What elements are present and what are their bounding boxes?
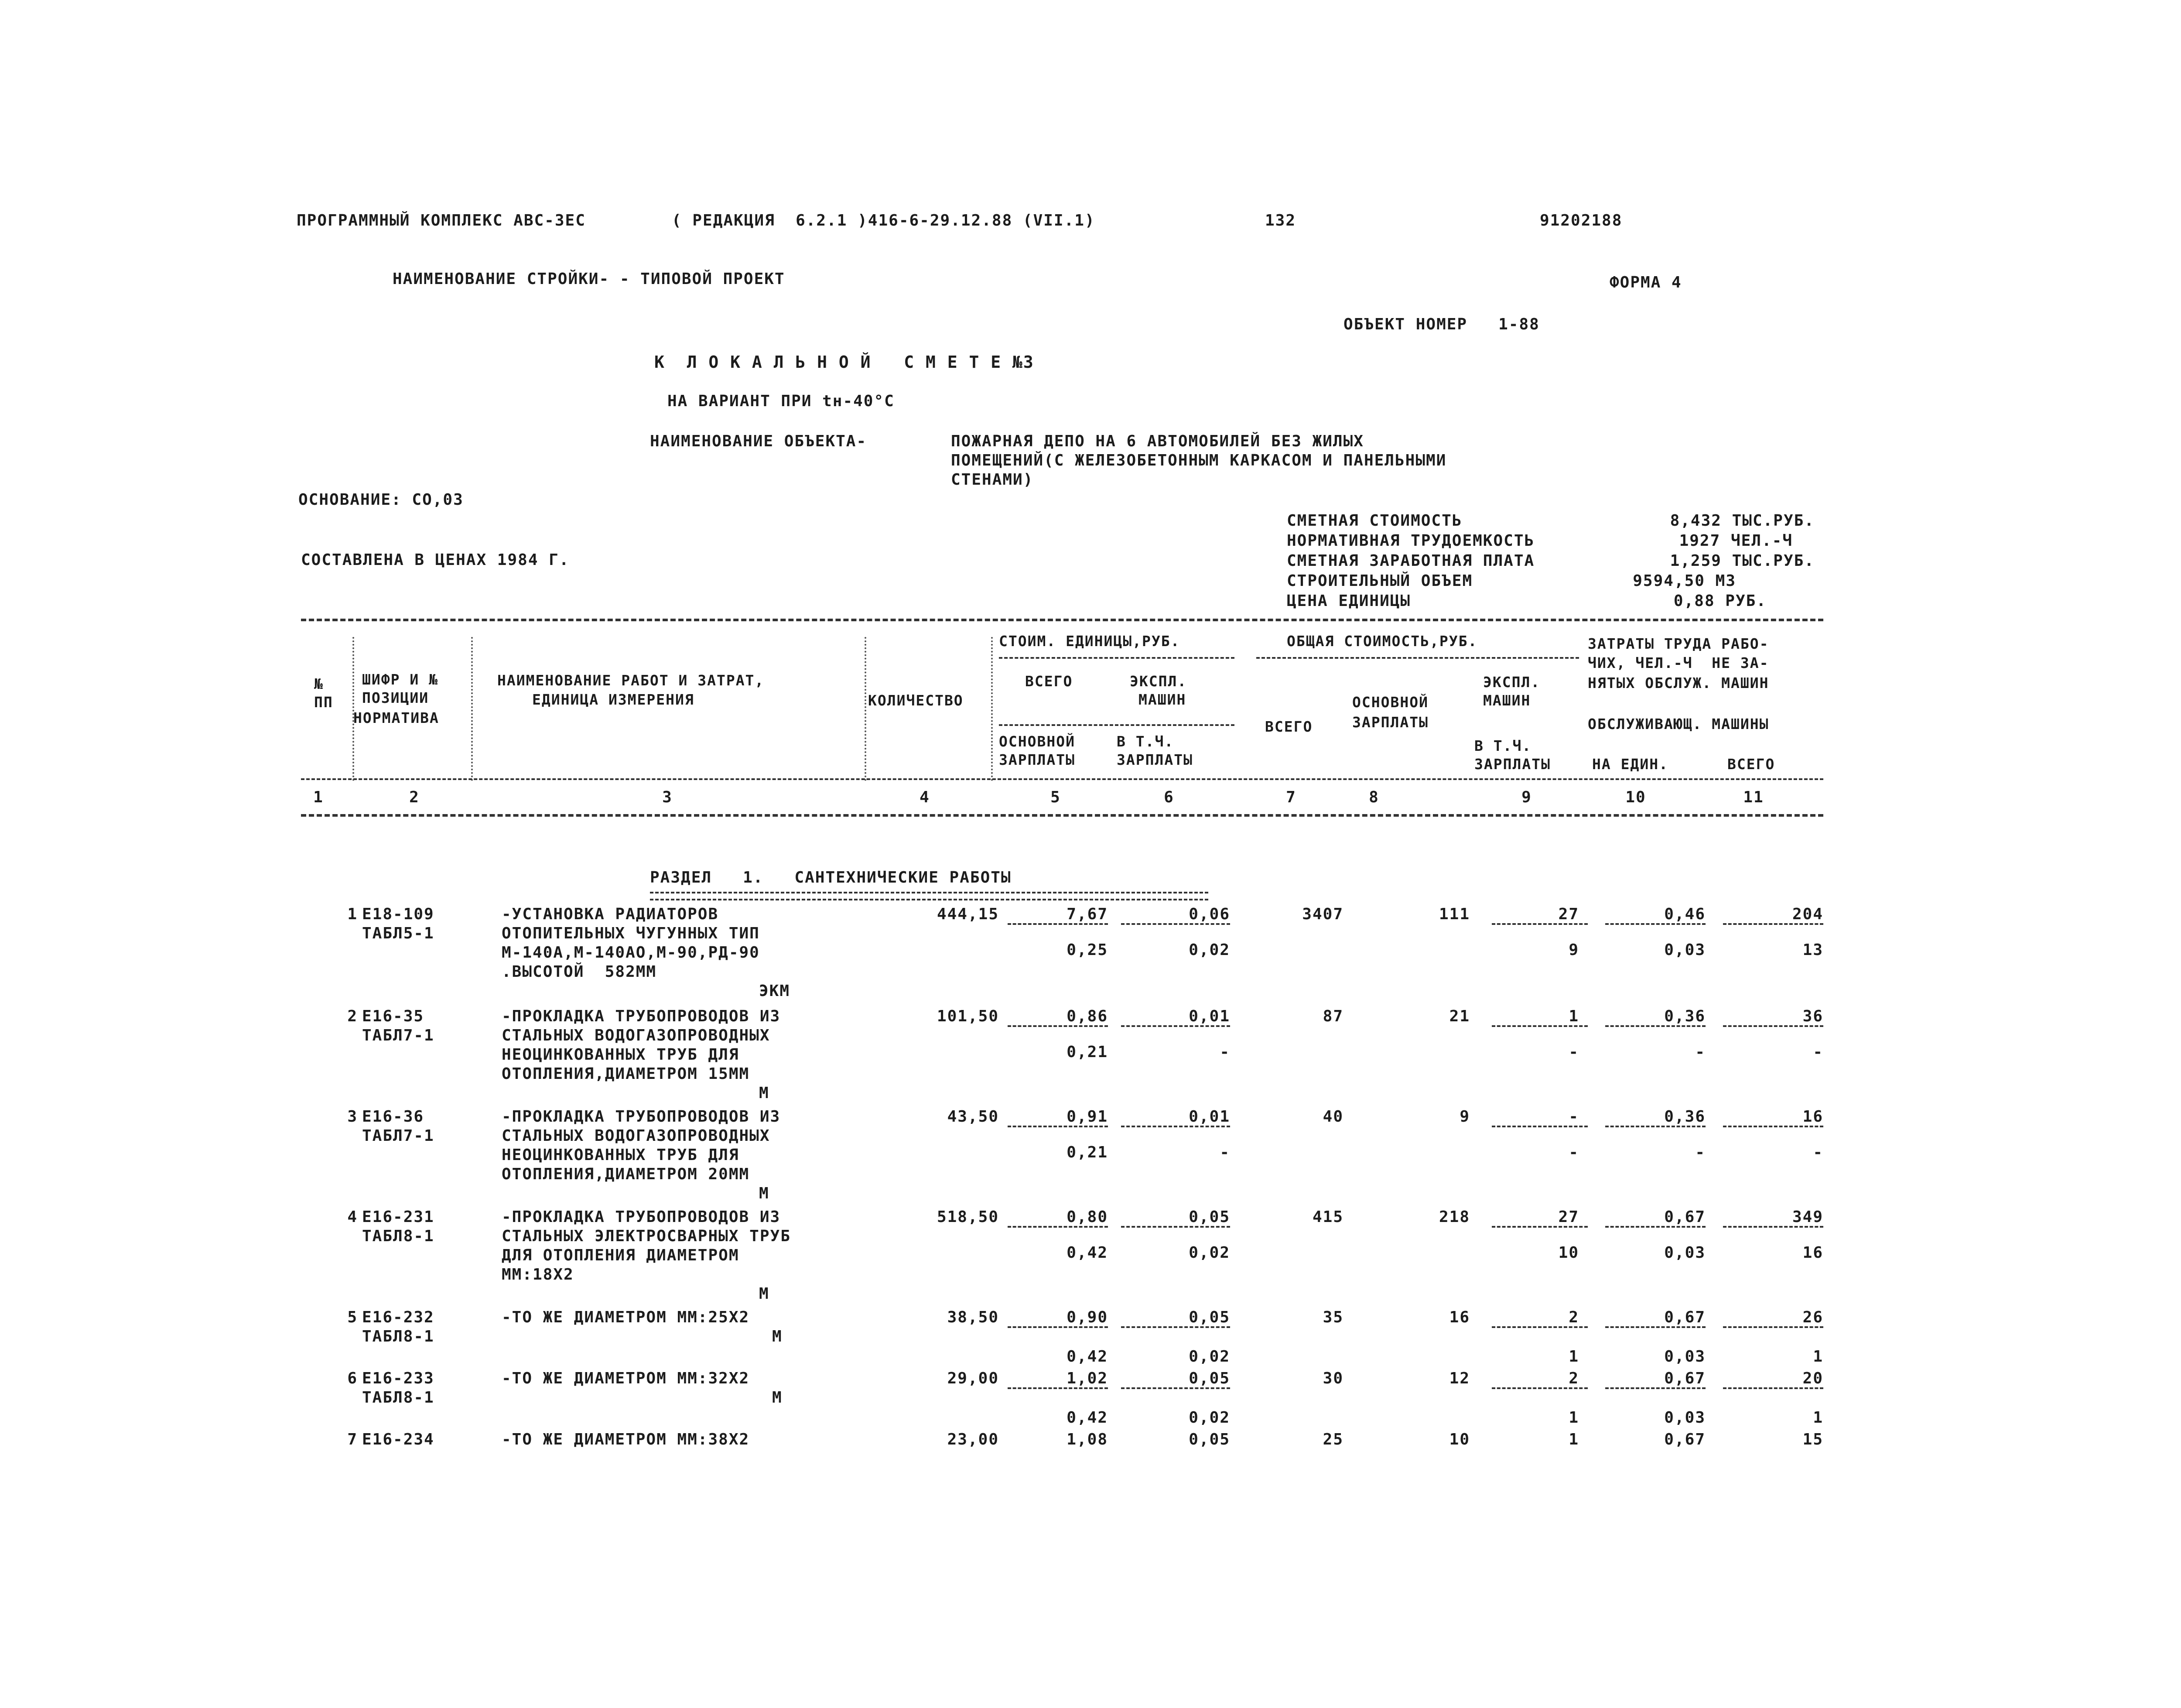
row-work-name: ОТОПИТЕЛЬНЫХ ЧУГУННЫХ ТИП (502, 924, 760, 942)
row-quantity: 444,15 (937, 905, 999, 923)
row-separator (1723, 1326, 1823, 1328)
row-number: 3 (347, 1108, 358, 1126)
row-value-c5: 1,02 (1067, 1369, 1108, 1387)
row-separator (1492, 1226, 1588, 1228)
row-value-c11: 15 (1802, 1431, 1823, 1448)
row-work-name: -ПРОКЛАДКА ТРУБОПРОВОДОВ ИЗ (502, 1208, 781, 1226)
labor-label: ЧИХ, ЧЕЛ.-Ч НЕ ЗА- (1588, 654, 1769, 671)
row-work-name: М-140А,М-140АО,М-90,РД-90 (502, 944, 760, 962)
row-separator (1492, 1387, 1588, 1389)
row-separator (1723, 1226, 1823, 1228)
summary-label: СТРОИТЕЛЬНЫЙ ОБЪЕМ (1287, 572, 1473, 590)
row-value-c10: 0,36 (1664, 1007, 1706, 1025)
unit-cost-label: СТОИМ. ЕДИНИЦЫ,РУБ. (999, 633, 1180, 650)
row-value-c11b: - (1813, 1043, 1823, 1061)
row-work-name: СТАЛЬНЫХ ВОДОГАЗОПРОВОДНЫХ (502, 1027, 770, 1044)
column-number: 5 (1050, 788, 1061, 806)
col-number-label: № (314, 675, 324, 692)
section-underline (650, 892, 1208, 900)
price-basis: СОСТАВЛЕНА В ЦЕНАХ 1984 Г. (301, 551, 570, 569)
row-value-c6: 0,05 (1189, 1369, 1230, 1387)
row-number: 7 (347, 1431, 358, 1448)
program-name: ПРОГРАММНЫЙ КОМПЛЕКС АВС-ЗЕС (297, 212, 586, 229)
row-separator (1121, 1025, 1230, 1027)
col-code-label: ПОЗИЦИИ (362, 689, 429, 706)
column-number: 4 (920, 788, 930, 806)
row-value-c6b: - (1220, 1143, 1230, 1161)
row-value-c5: 0,80 (1067, 1208, 1108, 1226)
row-code: ТАБЛ5-1 (362, 924, 434, 942)
row-separator (1492, 1025, 1588, 1027)
row-work-name: СТАЛЬНЫХ ВОДОГАЗОПРОВОДНЫХ (502, 1127, 770, 1145)
object-text-3: СТЕНАМИ) (951, 471, 1034, 489)
unit-total-label: ВСЕГО (1025, 673, 1073, 690)
row-value-c11: 26 (1802, 1308, 1823, 1326)
labor-label: ЗАТРАТЫ ТРУДА РАБО- (1588, 635, 1769, 652)
row-value-c11b: 1 (1813, 1348, 1823, 1366)
row-work-name: -ПРОКЛАДКА ТРУБОПРОВОДОВ ИЗ (502, 1108, 781, 1126)
row-value-c8: 16 (1449, 1308, 1470, 1326)
row-work-name: М (772, 1328, 783, 1345)
row-value-c10b: 0,03 (1664, 1244, 1706, 1262)
object-number: ОБЪЕКТ НОМЕР 1-88 (1343, 315, 1540, 333)
object-label: НАИМЕНОВАНИЕ ОБЪЕКТА- (650, 432, 867, 450)
row-value-c5b: 0,21 (1067, 1043, 1108, 1061)
row-value-c9: 2 (1569, 1308, 1579, 1326)
section-title: РАЗДЕЛ 1. САНТЕХНИЧЕСКИЕ РАБОТЫ (650, 869, 1012, 887)
row-value-c9b: - (1569, 1043, 1579, 1061)
row-work-name: .ВЫСОТОЙ 582ММ (502, 963, 657, 981)
row-value-c5: 7,67 (1067, 905, 1108, 923)
row-separator (1605, 923, 1706, 925)
row-separator (1492, 1126, 1588, 1127)
row-value-c9b: - (1569, 1143, 1579, 1161)
row-separator (1605, 1226, 1706, 1228)
row-separator (1121, 1326, 1230, 1328)
variant-title: НА ВАРИАНТ ПРИ tн-40°С (667, 392, 895, 410)
row-quantity: 101,50 (937, 1007, 999, 1025)
row-value-c7: 40 (1323, 1108, 1343, 1126)
labor-sub-label: ОБСЛУЖИВАЮЩ. МАШИНЫ (1588, 715, 1769, 732)
unit-machines-label: МАШИН (1138, 691, 1186, 708)
row-work-name: -ТО ЖЕ ДИАМЕТРОМ ММ:32Х2 (502, 1369, 750, 1387)
row-value-c11b: 1 (1813, 1409, 1823, 1427)
row-value-c10: 0,67 (1664, 1369, 1706, 1387)
col-code-label: НОРМАТИВА (353, 709, 439, 726)
row-value-c5: 0,90 (1067, 1308, 1108, 1326)
row-number: 6 (347, 1369, 358, 1387)
row-separator (1605, 1025, 1706, 1027)
summary-value: 8,432 ТЫС.РУБ. (1670, 512, 1815, 530)
row-value-c5: 0,91 (1067, 1108, 1108, 1126)
row-work-name: НЕОЦИНКОВАННЫХ ТРУБ ДЛЯ (502, 1046, 739, 1064)
col-code-label: ШИФР И № (362, 671, 438, 688)
column-divider (865, 637, 866, 781)
row-value-c8: 21 (1449, 1007, 1470, 1025)
row-value-c11: 20 (1802, 1369, 1823, 1387)
row-quantity: 29,00 (947, 1369, 999, 1387)
row-value-c7: 415 (1312, 1208, 1343, 1226)
header-top-rule (301, 619, 1823, 621)
row-separator (1723, 1025, 1823, 1027)
row-value-c6b: - (1220, 1043, 1230, 1061)
row-value-c9: - (1569, 1108, 1579, 1126)
page-number: 132 (1265, 212, 1296, 229)
header-dash (999, 724, 1234, 726)
row-work-name: -ТО ЖЕ ДИАМЕТРОМ ММ:25Х2 (502, 1308, 750, 1326)
summary-label: СМЕТНАЯ СТОИМОСТЬ (1287, 512, 1463, 530)
total-cost-label: ОБЩАЯ СТОИМОСТЬ,РУБ. (1287, 633, 1478, 650)
summary-value: 0,88 РУБ. (1673, 592, 1767, 610)
row-work-name: ОТОПЛЕНИЯ,ДИАМЕТРОМ 20ММ (502, 1165, 750, 1183)
row-value-c7: 30 (1323, 1369, 1343, 1387)
row-code: ТАБЛ8-1 (362, 1389, 434, 1407)
col-quantity-label: КОЛИЧЕСТВО (868, 692, 964, 709)
row-value-c6: 0,05 (1189, 1208, 1230, 1226)
row-quantity: 43,50 (947, 1108, 999, 1126)
row-work-name: -ПРОКЛАДКА ТРУБОПРОВОДОВ ИЗ (502, 1007, 781, 1025)
row-value-c10: 0,46 (1664, 905, 1706, 923)
row-value-c6b: 0,02 (1189, 941, 1230, 959)
row-value-c5: 1,08 (1067, 1431, 1108, 1448)
row-value-c5b: 0,42 (1067, 1244, 1108, 1262)
edition-info: ( РЕДАКЦИЯ 6.2.1 )416-6-29.12.88 (VII.1) (672, 212, 1095, 229)
object-text-1: ПОЖАРНАЯ ДЕПО НА 6 АВТОМОБИЛЕЙ БЕЗ ЖИЛЫХ (951, 432, 1364, 450)
col-number-label: ПП (314, 694, 333, 711)
row-value-c8: 111 (1439, 905, 1470, 923)
row-code: ТАБЛ8-1 (362, 1227, 434, 1245)
row-value-c8: 9 (1460, 1108, 1470, 1126)
row-value-c11b: 13 (1802, 941, 1823, 959)
construction-name: НАИМЕНОВАНИЕ СТРОЙКИ- - ТИПОВОЙ ПРОЕКТ (393, 270, 785, 288)
row-separator (1605, 1387, 1706, 1389)
unit-basic-label: ОСНОВНОЙ (999, 733, 1075, 750)
row-value-c8: 218 (1439, 1208, 1470, 1226)
row-value-c11: 349 (1792, 1208, 1823, 1226)
object-text-2: ПОМЕЩЕНИЙ(С ЖЕЛЕЗОБЕТОННЫМ КАРКАСОМ И ПАНЕЛЬНЫМИ (951, 452, 1447, 469)
row-value-c11b: 16 (1802, 1244, 1823, 1262)
row-value-c5b: 0,21 (1067, 1143, 1108, 1161)
summary-label: НОРМАТИВНАЯ ТРУДОЕМКОСТЬ (1287, 532, 1535, 550)
row-value-c10b: - (1695, 1043, 1706, 1061)
row-code: ТАБЛ8-1 (362, 1328, 434, 1345)
row-value-c10b: 0,03 (1664, 1348, 1706, 1366)
row-work-name: -ТО ЖЕ ДИАМЕТРОМ ММ:38Х2 (502, 1431, 750, 1448)
row-value-c5b: 0,25 (1067, 941, 1108, 959)
summary-value: 9594,50 М3 (1633, 572, 1736, 590)
row-separator (1492, 1326, 1588, 1328)
row-separator (1492, 923, 1588, 925)
row-work-name: -УСТАНОВКА РАДИАТОРОВ (502, 905, 719, 923)
row-separator (1121, 1226, 1230, 1228)
labor-unit-label: НА ЕДИН. (1592, 756, 1668, 773)
row-value-c10b: - (1695, 1143, 1706, 1161)
row-value-c6b: 0,02 (1189, 1244, 1230, 1262)
row-quantity: 23,00 (947, 1431, 999, 1448)
labor-label: НЯТЫХ ОБСЛУЖ. МАШИН (1588, 674, 1769, 691)
row-work-name: ДЛЯ ОТОПЛЕНИЯ ДИАМЕТРОМ (502, 1246, 739, 1264)
unit-basic-label: ЗАРПЛАТЫ (999, 751, 1075, 768)
row-value-c8: 10 (1449, 1431, 1470, 1448)
row-value-c6b: 0,02 (1189, 1409, 1230, 1427)
total-machines-label: МАШИН (1483, 692, 1531, 709)
row-separator (1121, 1387, 1230, 1389)
row-code: Е16-231 (362, 1208, 434, 1226)
row-separator (1008, 923, 1108, 925)
header-dash (999, 657, 1234, 659)
header-bottom-rule (301, 814, 1823, 817)
row-value-c7: 3407 (1302, 905, 1343, 923)
row-value-c6: 0,01 (1189, 1007, 1230, 1025)
row-value-c11: 204 (1792, 905, 1823, 923)
row-value-c6b: 0,02 (1189, 1348, 1230, 1366)
row-value-c7: 25 (1323, 1431, 1343, 1448)
row-code: Е16-36 (362, 1108, 424, 1126)
total-basic-label: ЗАРПЛАТЫ (1352, 714, 1429, 731)
column-divider (471, 637, 473, 781)
total-basic-label: ОСНОВНОЙ (1352, 694, 1429, 711)
row-value-c5b: 0,42 (1067, 1348, 1108, 1366)
row-code: Е16-232 (362, 1308, 434, 1326)
row-separator (1008, 1226, 1108, 1228)
column-number: 1 (313, 788, 324, 806)
row-value-c11: 36 (1802, 1007, 1823, 1025)
row-separator (1723, 923, 1823, 925)
row-work-name: НЕОЦИНКОВАННЫХ ТРУБ ДЛЯ (502, 1146, 739, 1164)
row-value-c10: 0,67 (1664, 1308, 1706, 1326)
column-number: 9 (1521, 788, 1532, 806)
row-value-c8: 12 (1449, 1369, 1470, 1387)
row-separator (1008, 1126, 1108, 1127)
column-number: 8 (1369, 788, 1379, 806)
row-value-c9: 1 (1569, 1007, 1579, 1025)
summary-label: СМЕТНАЯ ЗАРАБОТНАЯ ПЛАТА (1287, 552, 1535, 570)
row-value-c10b: 0,03 (1664, 941, 1706, 959)
row-value-c7: 87 (1323, 1007, 1343, 1025)
row-value-c11b: - (1813, 1143, 1823, 1161)
row-work-name: М (759, 1285, 769, 1303)
row-code: ТАБЛ7-1 (362, 1027, 434, 1044)
row-number: 4 (347, 1208, 358, 1226)
row-value-c9b: 10 (1558, 1244, 1579, 1262)
row-code: Е16-35 (362, 1007, 424, 1025)
col-name-label: ЕДИНИЦА ИЗМЕРЕНИЯ (532, 691, 694, 708)
row-value-c6: 0,01 (1189, 1108, 1230, 1126)
row-value-c10: 0,67 (1664, 1208, 1706, 1226)
row-work-name: ЭКМ (759, 982, 790, 1000)
basis: ОСНОВАНИЕ: СО,03 (298, 491, 464, 509)
row-value-c9b: 1 (1569, 1348, 1579, 1366)
header-mid-rule (301, 778, 1823, 780)
labor-total-label: ВСЕГО (1727, 756, 1775, 773)
row-value-c7: 35 (1323, 1308, 1343, 1326)
row-separator (1121, 923, 1230, 925)
row-code: Е16-234 (362, 1431, 434, 1448)
row-value-c10: 0,36 (1664, 1108, 1706, 1126)
total-machines-label: ЭКСПЛ. (1483, 674, 1541, 691)
row-value-c6: 0,06 (1189, 905, 1230, 923)
row-number: 2 (347, 1007, 358, 1025)
row-number: 5 (347, 1308, 358, 1326)
row-work-name: М (772, 1389, 783, 1407)
document-code: 91202188 (1540, 212, 1623, 229)
total-incl-label: ЗАРПЛАТЫ (1474, 756, 1551, 773)
row-work-name: ОТОПЛЕНИЯ,ДИАМЕТРОМ 15ММ (502, 1065, 750, 1083)
summary-label: ЦЕНА ЕДИНИЦЫ (1287, 592, 1411, 610)
unit-incl-label: В Т.Ч. (1117, 733, 1174, 750)
row-value-c9b: 1 (1569, 1409, 1579, 1427)
column-number: 11 (1743, 788, 1764, 806)
row-value-c11: 16 (1802, 1108, 1823, 1126)
row-separator (1008, 1025, 1108, 1027)
column-divider (991, 637, 993, 781)
row-value-c6: 0,05 (1189, 1431, 1230, 1448)
row-code: Е16-233 (362, 1369, 434, 1387)
form-label: ФОРМА 4 (1610, 274, 1682, 291)
row-value-c9: 1 (1569, 1431, 1579, 1448)
row-work-name: ММ:18Х2 (502, 1266, 574, 1284)
summary-value: 1,259 ТЫС.РУБ. (1670, 552, 1815, 570)
column-divider (352, 637, 354, 781)
row-value-c9: 2 (1569, 1369, 1579, 1387)
row-quantity: 38,50 (947, 1308, 999, 1326)
row-value-c5b: 0,42 (1067, 1409, 1108, 1427)
row-separator (1723, 1387, 1823, 1389)
row-work-name: М (759, 1184, 769, 1202)
row-code: ТАБЛ7-1 (362, 1127, 434, 1145)
row-separator (1008, 1326, 1108, 1328)
row-value-c10: 0,67 (1664, 1431, 1706, 1448)
row-separator (1008, 1387, 1108, 1389)
row-separator (1723, 1126, 1823, 1127)
col-name-label: НАИМЕНОВАНИЕ РАБОТ И ЗАТРАТ, (497, 672, 765, 689)
total-incl-label: В Т.Ч. (1474, 737, 1532, 754)
row-code: Е18-109 (362, 905, 434, 923)
unit-incl-label: ЗАРПЛАТЫ (1117, 751, 1193, 768)
header-dash (1256, 657, 1579, 659)
row-separator (1121, 1126, 1230, 1127)
column-number: 3 (662, 788, 673, 806)
row-number: 1 (347, 905, 358, 923)
row-value-c9: 27 (1558, 905, 1579, 923)
column-number: 6 (1164, 788, 1174, 806)
unit-machines-label: ЭКСПЛ. (1130, 673, 1187, 690)
row-separator (1605, 1326, 1706, 1328)
estimate-title: К Л О К А Л Ь Н О Й С М Е Т Е №3 (654, 353, 1034, 372)
column-number: 2 (409, 788, 420, 806)
row-value-c9: 27 (1558, 1208, 1579, 1226)
total-all-label: ВСЕГО (1265, 718, 1313, 735)
column-number: 7 (1286, 788, 1296, 806)
row-separator (1605, 1126, 1706, 1127)
row-value-c10b: 0,03 (1664, 1409, 1706, 1427)
row-value-c9b: 9 (1569, 941, 1579, 959)
summary-value: 1927 ЧЕЛ.-Ч (1679, 532, 1793, 550)
row-value-c5: 0,86 (1067, 1007, 1108, 1025)
column-number: 10 (1625, 788, 1646, 806)
row-work-name: М (759, 1084, 769, 1102)
row-work-name: СТАЛЬНЫХ ЭЛЕКТРОСВАРНЫХ ТРУБ (502, 1227, 791, 1245)
row-quantity: 518,50 (937, 1208, 999, 1226)
row-value-c6: 0,05 (1189, 1308, 1230, 1326)
